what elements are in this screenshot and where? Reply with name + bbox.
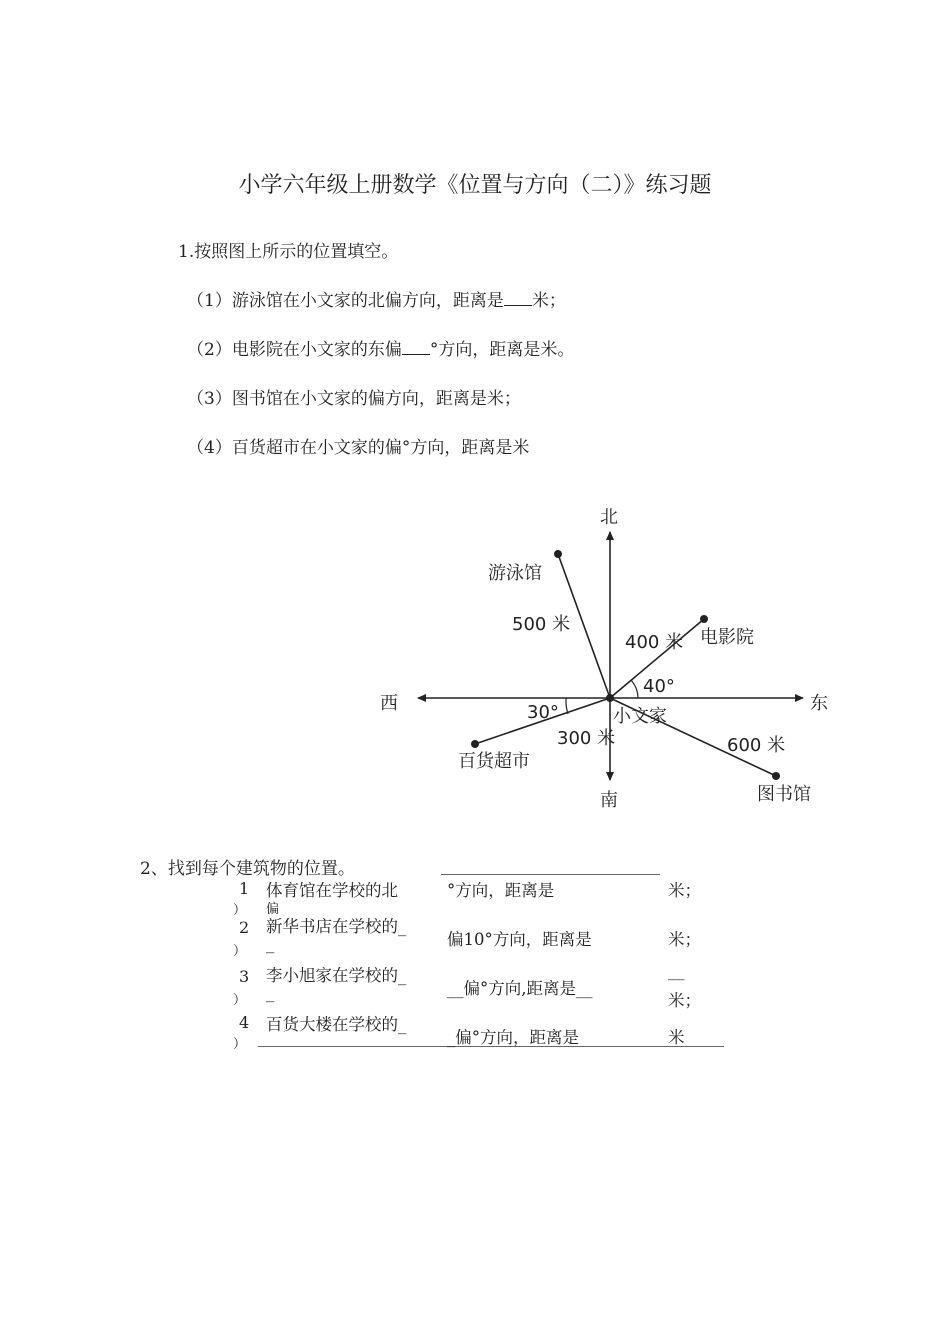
west-label: 西 xyxy=(380,693,398,714)
library-distance: 600 米 xyxy=(727,735,786,756)
cinema-angle: 40° xyxy=(643,676,675,697)
answer-blank[interactable] xyxy=(402,340,430,355)
direction-diagram xyxy=(370,495,840,820)
question-1-item-4: （4）百货超市在小文家的偏°方向，距离是米 xyxy=(187,438,530,458)
item-1-text: （1）游泳馆在小文家的北偏方向，距离是 xyxy=(187,291,504,311)
center-point xyxy=(606,694,614,702)
supermarket-angle: 30° xyxy=(527,702,559,723)
answer-blank[interactable] xyxy=(504,291,532,306)
item-1-text-end: 米； xyxy=(531,291,566,311)
swimming-hall-label: 游泳馆 xyxy=(488,563,542,584)
library-point xyxy=(772,772,780,780)
cinema-point xyxy=(700,615,708,623)
supermarket-label: 百货超市 xyxy=(458,751,530,772)
item-2-text: （2）电影院在小文家的东偏 xyxy=(187,340,402,360)
north-label: 北 xyxy=(600,507,618,528)
supermarket-distance: 300 米 xyxy=(557,728,616,749)
south-label: 南 xyxy=(600,790,618,811)
question-1-item-1 xyxy=(187,286,566,311)
center-label: 小文家 xyxy=(613,706,667,727)
supermarket-point xyxy=(471,740,479,748)
question-2-title: 2、找到每个建筑物的位置。 xyxy=(140,859,355,879)
cinema-distance: 400 米 xyxy=(625,632,684,653)
library-label: 图书馆 xyxy=(757,784,811,805)
angle-arc-40 xyxy=(631,680,638,698)
swimming-hall-point xyxy=(554,550,562,558)
east-label: 东 xyxy=(810,693,828,714)
question-1-item-2 xyxy=(187,335,574,360)
item-2-text-end: °方向，距离是米。 xyxy=(429,340,575,360)
swimming-hall-distance: 500 米 xyxy=(512,614,571,635)
angle-arc-30 xyxy=(566,698,568,714)
table-top-line xyxy=(441,874,660,875)
page-title: 小学六年级上册数学《位置与方向（二）》练习题 xyxy=(238,173,712,198)
question-1-item-3: （3）图书馆在小文家的偏方向，距离是米； xyxy=(187,389,521,409)
question-1-intro: 1.按照图上所示的位置填空。 xyxy=(178,242,399,262)
cinema-label: 电影院 xyxy=(700,627,754,648)
